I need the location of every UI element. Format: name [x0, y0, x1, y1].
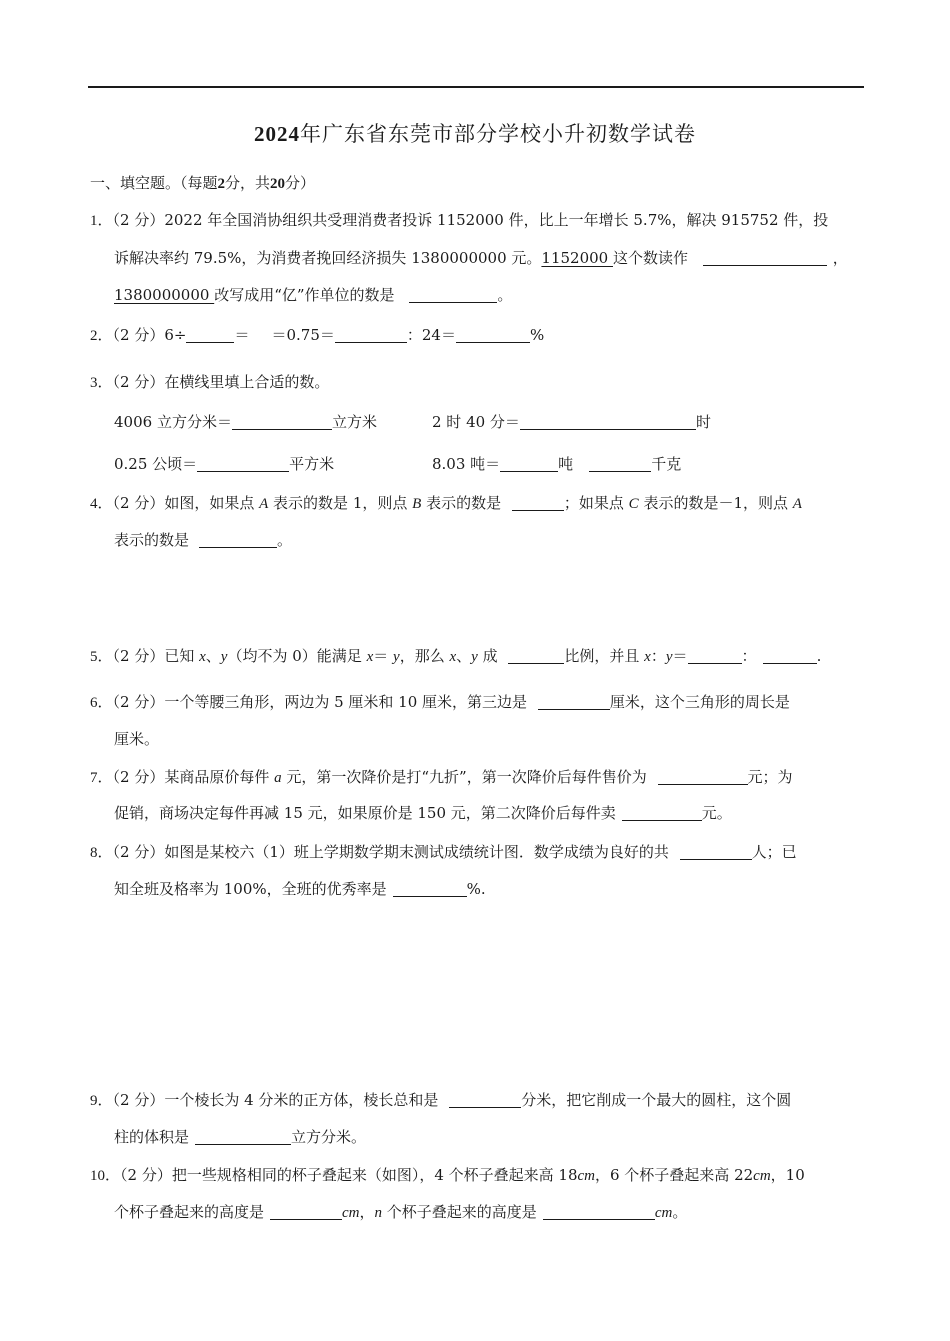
section-heading: 一、填空题。（每题2分，共20分）	[90, 174, 316, 192]
question-6: 6．（2 分）一个等腰三角形，两边为 5 厘米和 10 厘米，第三边是 厘米，这个三角形的周长是	[90, 693, 790, 711]
answer-blank[interactable]	[622, 804, 702, 821]
answer-blank[interactable]	[456, 326, 530, 343]
answer-blank[interactable]	[409, 286, 497, 303]
answer-blank[interactable]	[508, 647, 564, 664]
answer-blank[interactable]	[197, 455, 289, 472]
answer-blank[interactable]	[232, 413, 332, 430]
question-7-line-2: 促销，商场决定每件再减 15 元，如果原价是 150 元，第二次降价后每件卖 元。	[114, 804, 732, 822]
page-title	[0, 118, 950, 148]
question-number: 1．	[90, 213, 113, 229]
question-7: 7．（2 分）某商品原价每件 a 元，第一次降价是打“九折”，第一次降价后每件售价为 元；为	[90, 768, 793, 786]
question-1: 1．（2 分）2022 年全国消协组织共受理消费者投诉 1152000 件，比上一年增长 5.7%，解决 915752 件，投	[90, 211, 829, 229]
question-3-row-1a: 4006 立方分米＝ 立方米	[114, 413, 377, 431]
answer-blank[interactable]	[543, 1203, 655, 1220]
answer-blank[interactable]	[512, 494, 564, 511]
answer-blank[interactable]	[703, 249, 827, 266]
question-9: 9．（2 分）一个棱长为 4 分米的正方体，棱长总和是 分米，把它削成一个最大的圆柱，这个圆	[90, 1091, 792, 1109]
question-1-line-3: 1380000000 改写成用“亿”作单位的数是 。	[114, 286, 513, 304]
answer-blank[interactable]	[520, 413, 696, 430]
question-9-line-2: 柱的体积是 立方分米。	[114, 1128, 367, 1146]
question-4: 4．（2 分）如图，如果点 A 表示的数是 1，则点 B 表示的数是 ；如果点 C 表示的数是－1，则点 A	[90, 494, 802, 512]
title-year: 2024	[254, 122, 300, 146]
answer-blank[interactable]	[763, 647, 817, 664]
question-3-row-1b: 2 时 40 分＝ 时	[432, 413, 711, 431]
question-5: 5．（2 分）已知 x、y（均不为 0）能满足 x＝ y，那么 x、y 成 比例，并且 x：y＝ ： .	[90, 647, 822, 665]
question-1-line-2: 诉解决率约 79.5%，为消费者挽回经济损失 1380000000 元。1152000 这个数读作 ，	[114, 249, 848, 267]
question-6-line-2: 厘米。	[114, 730, 160, 748]
question-8-line-2: 知全班及格率为 100%，全班的优秀率是 %.	[114, 880, 486, 898]
answer-blank[interactable]	[199, 531, 277, 548]
question-10-line-2: 个杯子叠起来的高度是 cm，n 个杯子叠起来的高度是 cm。	[114, 1203, 688, 1221]
question-8: 8．（2 分）如图是某校六（1）班上学期数学期末测试成绩统计图．数学成绩为良好的共 人；已	[90, 843, 797, 861]
title-text: 年广东省东莞市部分学校小升初数学试卷	[300, 122, 696, 146]
answer-blank[interactable]	[270, 1203, 342, 1220]
header-rule	[88, 86, 864, 88]
answer-blank[interactable]	[589, 455, 651, 472]
answer-blank[interactable]	[500, 455, 558, 472]
answer-blank[interactable]	[393, 880, 467, 897]
answer-blank[interactable]	[680, 843, 752, 860]
answer-blank[interactable]	[658, 768, 748, 785]
question-4-line-2: 表示的数是 。	[114, 531, 293, 549]
question-10: 10．（2 分）把一些规格相同的杯子叠起来（如图），4 个杯子叠起来高 18cm，6 个杯子叠起来高 22cm，10	[90, 1166, 805, 1184]
answer-blank[interactable]	[449, 1091, 521, 1108]
question-3-row-2a: 0.25 公顷＝ 平方米	[114, 455, 335, 473]
question-2: 2．（2 分）6÷ ＝ ＝0.75＝ ：24＝ %	[90, 326, 545, 344]
question-3: 3．（2 分）在横线里填上合适的数。	[90, 373, 330, 391]
answer-blank[interactable]	[186, 326, 234, 343]
answer-blank[interactable]	[335, 326, 407, 343]
question-3-row-2b: 8.03 吨＝ 吨 千克	[432, 455, 682, 473]
answer-blank[interactable]	[538, 693, 610, 710]
answer-blank[interactable]	[195, 1128, 291, 1145]
answer-blank[interactable]	[688, 647, 742, 664]
